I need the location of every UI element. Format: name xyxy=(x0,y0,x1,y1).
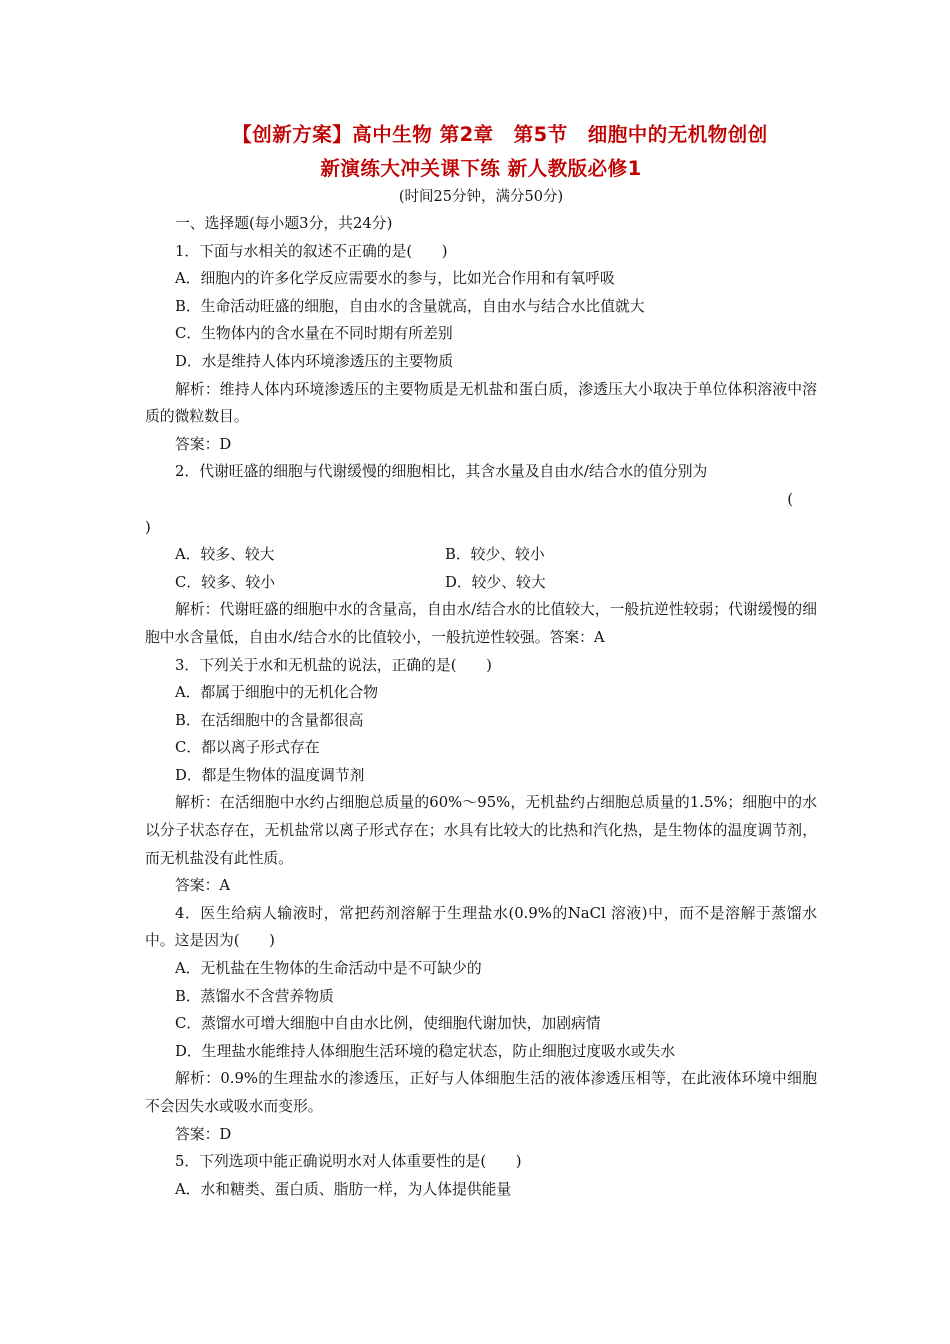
q1-option-b: B．生命活动旺盛的细胞，自由水的含量就高，自由水与结合水比值就大 xyxy=(175,297,645,315)
q3-answer: 答案：A xyxy=(175,877,231,895)
q4-stem: 4．医生给病人输液时，常把药剂溶解于生理盐水(0.9%的NaCl 溶液)中，而不是溶解于蒸馏水中。这是因为( ) xyxy=(145,904,817,950)
q1-option-d: D．水是维持人体内环境渗透压的主要物质 xyxy=(175,352,454,370)
q2-stem: 2．代谢旺盛的细胞与代谢缓慢的细胞相比，其含水量及自由水/结合水的值分别为 xyxy=(175,463,708,481)
q2-options-row-1 xyxy=(145,541,817,569)
q3-option-d: D．都是生物体的温度调节剂 xyxy=(175,766,365,784)
q1-option-c: C．生物体内的含水量在不同时期有所差别 xyxy=(175,325,453,343)
document-page xyxy=(145,118,817,1203)
title-line-2: 新演练大冲关课下练 新人教版必修1 xyxy=(320,157,642,180)
document-title xyxy=(145,118,817,186)
q3-option-a: A．都属于细胞中的无机化合物 xyxy=(175,684,379,702)
q2-option-b: B．较少、较小 xyxy=(445,546,545,564)
q3-option-b: B．在活细胞中的含量都很高 xyxy=(175,711,364,729)
q3-analysis: 解析：在活细胞中水约占细胞总质量的60%～95%，无机盐约占细胞总质量的1.5%；细胞中的水以分子状态存在，无机盐常以离子形式存在；水具有比较大的比热和汽化热，是生物体的温度调节剂，而无机盐没有此性质。 xyxy=(145,794,817,867)
q4-option-b: B．蒸馏水不含营养物质 xyxy=(175,987,334,1005)
q5-stem: 5．下列选项中能正确说明水对人体重要性的是( ) xyxy=(175,1153,522,1171)
q1-analysis: 解析：维持人体内环境渗透压的主要物质是无机盐和蛋白质，渗透压大小取决于单位体积溶液中溶质的微粒数目。 xyxy=(145,380,817,426)
q3-stem: 3．下列关于水和无机盐的说法，正确的是( ) xyxy=(175,656,492,674)
q2-analysis: 解析：代谢旺盛的细胞中水的含量高，自由水/结合水的比值较大，一般抗逆性较弱；代谢缓慢的细胞中水含量低，自由水/结合水的比值较小，一般抗逆性较强。答案：A xyxy=(145,601,817,646)
q2-paren-close: ) xyxy=(145,518,151,536)
section-heading: 一、选择题(每小题3分，共24分) xyxy=(175,215,393,232)
q4-analysis: 解析：0.9%的生理盐水的渗透压，正好与人体细胞生活的液体渗透压相等，在此液体环境中细胞不会因失水或吸水而变形。 xyxy=(145,1070,817,1115)
q3-option-c: C．都以离子形式存在 xyxy=(175,739,320,757)
q2-option-a: A．较多、较大 xyxy=(175,546,275,564)
q4-option-c: C．蒸馏水可增大细胞中自由水比例，使细胞代谢加快，加剧病情 xyxy=(175,1015,601,1033)
q1-answer: 答案：D xyxy=(175,435,232,453)
q4-answer: 答案：D xyxy=(175,1125,232,1143)
q2-options-row-2 xyxy=(145,569,817,597)
q5-option-a: A．水和糖类、蛋白质、脂肪一样，为人体提供能量 xyxy=(175,1180,512,1198)
q4-option-a: A．无机盐在生物体的生命活动中是不可缺少的 xyxy=(175,960,482,978)
q2-paren-open: ( xyxy=(787,490,793,508)
q2-option-c: C．较多、较小 xyxy=(175,573,276,591)
q2-option-d: D．较少、较大 xyxy=(445,573,546,591)
title-line-1: 【创新方案】高中生物 第2章 第5节 细胞中的无机物创创 xyxy=(232,123,768,146)
q4-option-d: D．生理盐水能维持人体细胞生活环境的稳定状态，防止细胞过度吸水或失水 xyxy=(175,1042,676,1060)
q1-stem: 1．下面与水相关的叙述不正确的是( ) xyxy=(175,242,448,260)
time-score-note: (时间25分钟，满分50分) xyxy=(398,189,564,205)
q1-option-a: A．细胞内的许多化学反应需要水的参与，比如光合作用和有氧呼吸 xyxy=(175,270,615,288)
